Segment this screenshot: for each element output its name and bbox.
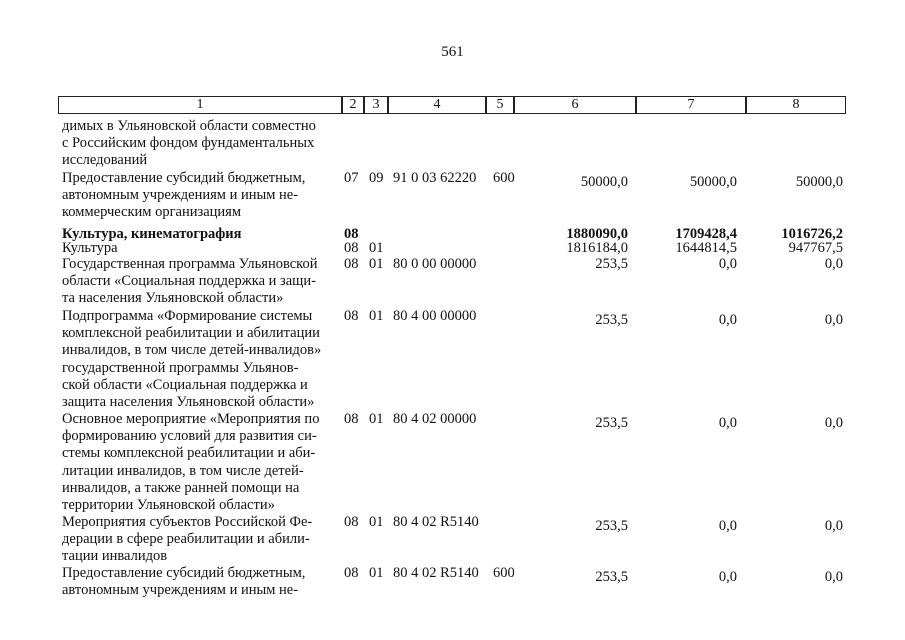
row-value-v7: 0,0	[718, 569, 737, 585]
row-name-line: Мероприятия субъектов Российской Фе-	[62, 514, 313, 530]
row-code-c4: 80 0 00 00000	[393, 256, 477, 272]
row-name-line: защита населения Ульяновской области»	[62, 394, 315, 411]
header-col-7: 7	[636, 96, 746, 114]
row-name-line: Культура, кинематография	[62, 226, 242, 242]
row-name-line: инвалидов, в том числе детей-инвалидов»	[62, 342, 322, 359]
row-value-v8: 50000,0	[795, 174, 843, 190]
row-name-line: та населения Ульяновской области»	[62, 290, 284, 307]
row-value-v6: 253,5	[595, 518, 628, 534]
row-name-line: димых в Ульяновской области совместно	[62, 118, 316, 134]
row-value-v8: 0,0	[824, 415, 843, 431]
row-name-line: комплексной реабилитации и абилитации	[62, 325, 320, 342]
header-col-2: 2	[342, 96, 364, 114]
row-code-c4: 80 4 02 00000	[393, 411, 477, 427]
row-value-v8: 0,0	[824, 312, 843, 328]
row-name-line: инвалидов, а также ранней помощи на	[62, 479, 300, 496]
row-name-line: территории Ульяновской области»	[62, 497, 275, 514]
row-code-c2: 08	[344, 226, 359, 242]
row-name	[62, 256, 338, 308]
row-name-line: Подпрограмма «Формирование системы	[62, 308, 313, 324]
row-value-v6: 253,5	[595, 569, 628, 585]
row-value-v7: 1644814,5	[675, 240, 737, 256]
row-name-line: коммерческим организациям	[62, 204, 242, 221]
row-name	[62, 514, 338, 566]
row-value-v7: 0,0	[718, 256, 737, 272]
row-name	[62, 565, 338, 599]
row-value-v6: 1880090,0	[566, 226, 628, 242]
row-name	[62, 170, 338, 222]
row-name-line: Предоставление субсидий бюджетным,	[62, 170, 306, 186]
row-value-v6: 50000,0	[580, 174, 628, 190]
row-name-line: дерации в сфере реабилитации и абили-	[62, 531, 310, 548]
row-code-c4: 80 4 00 00000	[393, 308, 477, 324]
row-code-c3: 09	[369, 170, 384, 186]
header-col-1: 1	[58, 96, 342, 114]
header-col-5: 5	[486, 96, 514, 114]
row-name-line: государственной программы Ульянов-	[62, 359, 299, 376]
row-code-c5: 600	[493, 170, 515, 186]
row-value-v8: 0,0	[824, 518, 843, 534]
row-name	[62, 118, 338, 170]
row-name	[62, 411, 338, 514]
row-value-v7: 0,0	[718, 312, 737, 328]
row-code-c5: 600	[493, 565, 515, 581]
row-code-c3: 01	[369, 256, 384, 272]
row-name-line: Государственная программа Ульяновской	[62, 256, 318, 272]
row-code-c2: 08	[344, 411, 359, 427]
row-code-c2: 07	[344, 170, 359, 186]
row-code-c3: 01	[369, 240, 384, 256]
row-code-c2: 08	[344, 308, 359, 324]
row-code-c2: 08	[344, 240, 359, 256]
page-number: 561	[441, 44, 464, 60]
row-value-v7: 0,0	[718, 415, 737, 431]
row-name-line: автономным учреждениям и иным не-	[62, 187, 299, 204]
row-name	[62, 308, 338, 411]
row-code-c2: 08	[344, 256, 359, 272]
row-name	[62, 240, 338, 257]
row-code-c4: 80 4 02 R5140	[393, 514, 479, 530]
row-name-line: стемы комплексной реабилитации и аби-	[62, 445, 316, 462]
row-code-c4: 91 0 03 62220	[393, 170, 477, 186]
row-name-line: Культура	[62, 240, 118, 256]
row-value-v6: 1816184,0	[566, 240, 628, 256]
row-value-v8: 0,0	[824, 569, 843, 585]
row-name-line: Предоставление субсидий бюджетным,	[62, 565, 306, 581]
header-col-3: 3	[364, 96, 388, 114]
row-code-c2: 08	[344, 565, 359, 581]
header-col-8: 8	[746, 96, 846, 114]
row-name-line: области «Социальная поддержка и защи-	[62, 273, 316, 290]
row-code-c3: 01	[369, 514, 384, 530]
row-value-v6: 253,5	[595, 256, 628, 272]
row-name-line: тации инвалидов	[62, 548, 168, 565]
row-value-v8: 1016726,2	[781, 226, 843, 242]
row-value-v8: 0,0	[824, 256, 843, 272]
row-name-line: автономным учреждениям и иным не-	[62, 582, 299, 599]
row-code-c2: 08	[344, 514, 359, 530]
row-name-line: ской области «Социальная поддержка и	[62, 376, 308, 393]
row-name-line: Основное мероприятие «Мероприятия по	[62, 411, 320, 427]
row-value-v7: 50000,0	[689, 174, 737, 190]
row-value-v6: 253,5	[595, 312, 628, 328]
row-name-line: литации инвалидов, в том числе детей-	[62, 462, 304, 479]
row-name-line: исследований	[62, 152, 148, 169]
row-name-line: формированию условий для развития си-	[62, 428, 317, 445]
row-code-c3: 01	[369, 565, 384, 581]
header-col-4: 4	[388, 96, 486, 114]
row-code-c3: 01	[369, 308, 384, 324]
header-col-6: 6	[514, 96, 636, 114]
row-value-v7: 0,0	[718, 518, 737, 534]
row-code-c3: 01	[369, 411, 384, 427]
row-value-v8: 947767,5	[788, 240, 843, 256]
row-value-v6: 253,5	[595, 415, 628, 431]
row-value-v7: 1709428,4	[675, 226, 737, 242]
row-code-c4: 80 4 02 R5140	[393, 565, 479, 581]
row-name-line: с Российским фондом фундаментальных	[62, 135, 315, 152]
